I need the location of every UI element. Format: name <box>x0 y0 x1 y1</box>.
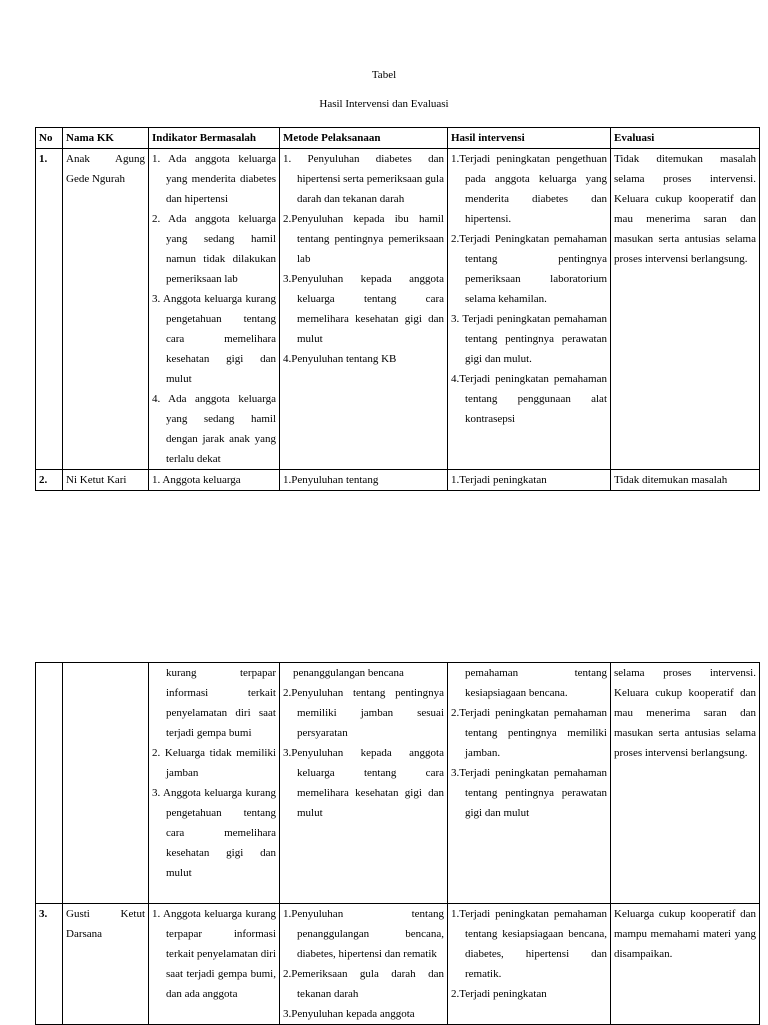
list-item: pemahaman tentang kesiapsiagaan bencana. <box>465 667 607 699</box>
list-item: 3.Penyuluhan kepada anggota keluarga tentang cara memelihara kesehatan gigi dan mulut <box>283 747 444 819</box>
list-item: 4. Ada anggota keluarga yang sedang hamil dengan jarak anak yang terlalu dekat <box>152 393 276 465</box>
row-indikator <box>149 149 280 470</box>
row-no: 1. <box>36 149 63 470</box>
row-metode <box>280 663 448 904</box>
row-nama <box>63 663 149 904</box>
row-nama: Ni Ketut Kari <box>63 470 149 491</box>
row-nama: Anak Agung Gede Ngurah <box>63 149 149 470</box>
list-item: 2.Terjadi Peningkatan pemahaman tentang pentingnya pemeriksaan laboratorium selama kehamilan. <box>451 233 607 305</box>
table-row <box>36 470 760 491</box>
list-item: 1. Ada anggota keluarga yang menderita diabetes dan hipertensi <box>152 153 276 205</box>
row-metode <box>280 149 448 470</box>
header-evaluasi: Evaluasi <box>611 128 760 149</box>
table-subtitle: Hasil Intervensi dan Evaluasi <box>319 98 449 110</box>
list-item: 2. Keluarga tidak memiliki jamban <box>152 747 276 779</box>
row-hasil <box>448 904 611 1025</box>
list-item: 2.Pemeriksaan gula darah dan tekanan darah <box>283 968 444 1000</box>
list-item: 3.Penyuluhan kepada anggota keluarga tentang cara memelihara kesehatan gigi dan mulut <box>283 273 444 345</box>
list-item: 2.Penyuluhan kepada ibu hamil tentang pentingnya pemeriksaan lab <box>283 213 444 265</box>
list-item: 3. Terjadi peningkatan pemahaman tentang pentingnya perawatan gigi dan mulut. <box>451 313 607 365</box>
list-item: 2. Ada anggota keluarga yang sedang hamil namun tidak dilakukan pemeriksaan lab <box>152 213 276 285</box>
row-metode: 1.Penyuluhan tentang <box>280 470 448 491</box>
list-item: 3.Penyuluhan kepada anggota <box>283 1008 415 1020</box>
table-row <box>36 663 760 904</box>
list-item: 3.Terjadi peningkatan pemahaman tentang pentingnya perawatan gigi dan mulut <box>451 767 607 819</box>
row-indikator <box>149 663 280 904</box>
list-item: penanggulangan bencana <box>293 667 404 679</box>
table-row <box>36 149 760 470</box>
row-nama: Gusti Ketut Darsana <box>63 904 149 1025</box>
row-indikator <box>149 904 280 1025</box>
list-item: 2.Penyuluhan tentang pentingnya memiliki jamban sesuai persyaratan <box>283 687 444 739</box>
row-hasil <box>448 149 611 470</box>
row-evaluasi: Tidak ditemukan masalah <box>611 470 760 491</box>
table-header-row <box>36 128 760 149</box>
header-no: No <box>36 128 63 149</box>
row-no: 2. <box>36 470 63 491</box>
results-table-page1 <box>35 127 760 491</box>
row-evaluasi: Keluarga cukup kooperatif dan mampu memahami materi yang disampaikan. <box>611 904 760 1025</box>
list-item: 1.Terjadi peningkatan pengethuan pada anggota keluarga yang menderita diabetes dan hipertensi. <box>451 153 607 225</box>
list-item: 3. Anggota keluarga kurang pengetahuan tentang cara memelihara kesehatan gigi dan mulut <box>152 787 276 879</box>
list-item: 1.Penyuluhan tentang penanggulangan bencana, diabetes, hipertensi dan rematik <box>283 908 444 960</box>
list-item: 1. Anggota keluarga kurang terpapar informasi terkait penyelamatan diri saat terjadi gempa bumi, dan ada anggota <box>152 908 276 1000</box>
row-metode <box>280 904 448 1025</box>
header-nama: Nama KK <box>63 128 149 149</box>
list-item: 2.Terjadi peningkatan <box>451 988 547 1000</box>
list-item: 4.Terjadi peningkatan pemahaman tentang penggunaan alat kontrasepsi <box>451 373 607 425</box>
table-caption: Tabel <box>371 69 397 81</box>
header-indikator: Indikator Bermasalah <box>149 128 280 149</box>
row-hasil: 1.Terjadi peningkatan <box>448 470 611 491</box>
header-hasil: Hasil intervensi <box>448 128 611 149</box>
header-metode: Metode Pelaksanaan <box>280 128 448 149</box>
list-item: kurang terpapar informasi terkait penyelamatan diri saat terjadi gempa bumi <box>166 667 276 739</box>
table-row <box>36 904 760 1025</box>
row-no <box>36 663 63 904</box>
row-hasil <box>448 663 611 904</box>
list-item: 1.Terjadi peningkatan pemahaman tentang kesiapsiagaan bencana, diabetes, hipertensi dan rematik. <box>451 908 607 980</box>
row-evaluasi: Tidak ditemukan masalah selama proses intervensi. Keluara cukup kooperatif dan mau menerima saran dan masukan serta antusias selama proses intervensi berlangsung. <box>611 149 760 470</box>
row-indikator: 1. Anggota keluarga <box>149 470 280 491</box>
list-item: 3. Anggota keluarga kurang pengetahuan tentang cara memelihara kesehatan gigi dan mulut <box>152 293 276 385</box>
list-item: 1. Penyuluhan diabetes dan hipertensi serta pemeriksaan gula darah dan tekanan darah <box>283 153 444 205</box>
list-item: 4.Penyuluhan tentang KB <box>283 353 397 365</box>
row-evaluasi: selama proses intervensi. Keluara cukup kooperatif dan mau menerima saran dan masukan serta antusias selama proses intervensi berlangsung. <box>611 663 760 904</box>
list-item: 2.Terjadi peningkatan pemahaman tentang pentingnya memiliki jamban. <box>451 707 607 759</box>
row-no: 3. <box>36 904 63 1025</box>
results-table-page2 <box>35 662 760 1025</box>
